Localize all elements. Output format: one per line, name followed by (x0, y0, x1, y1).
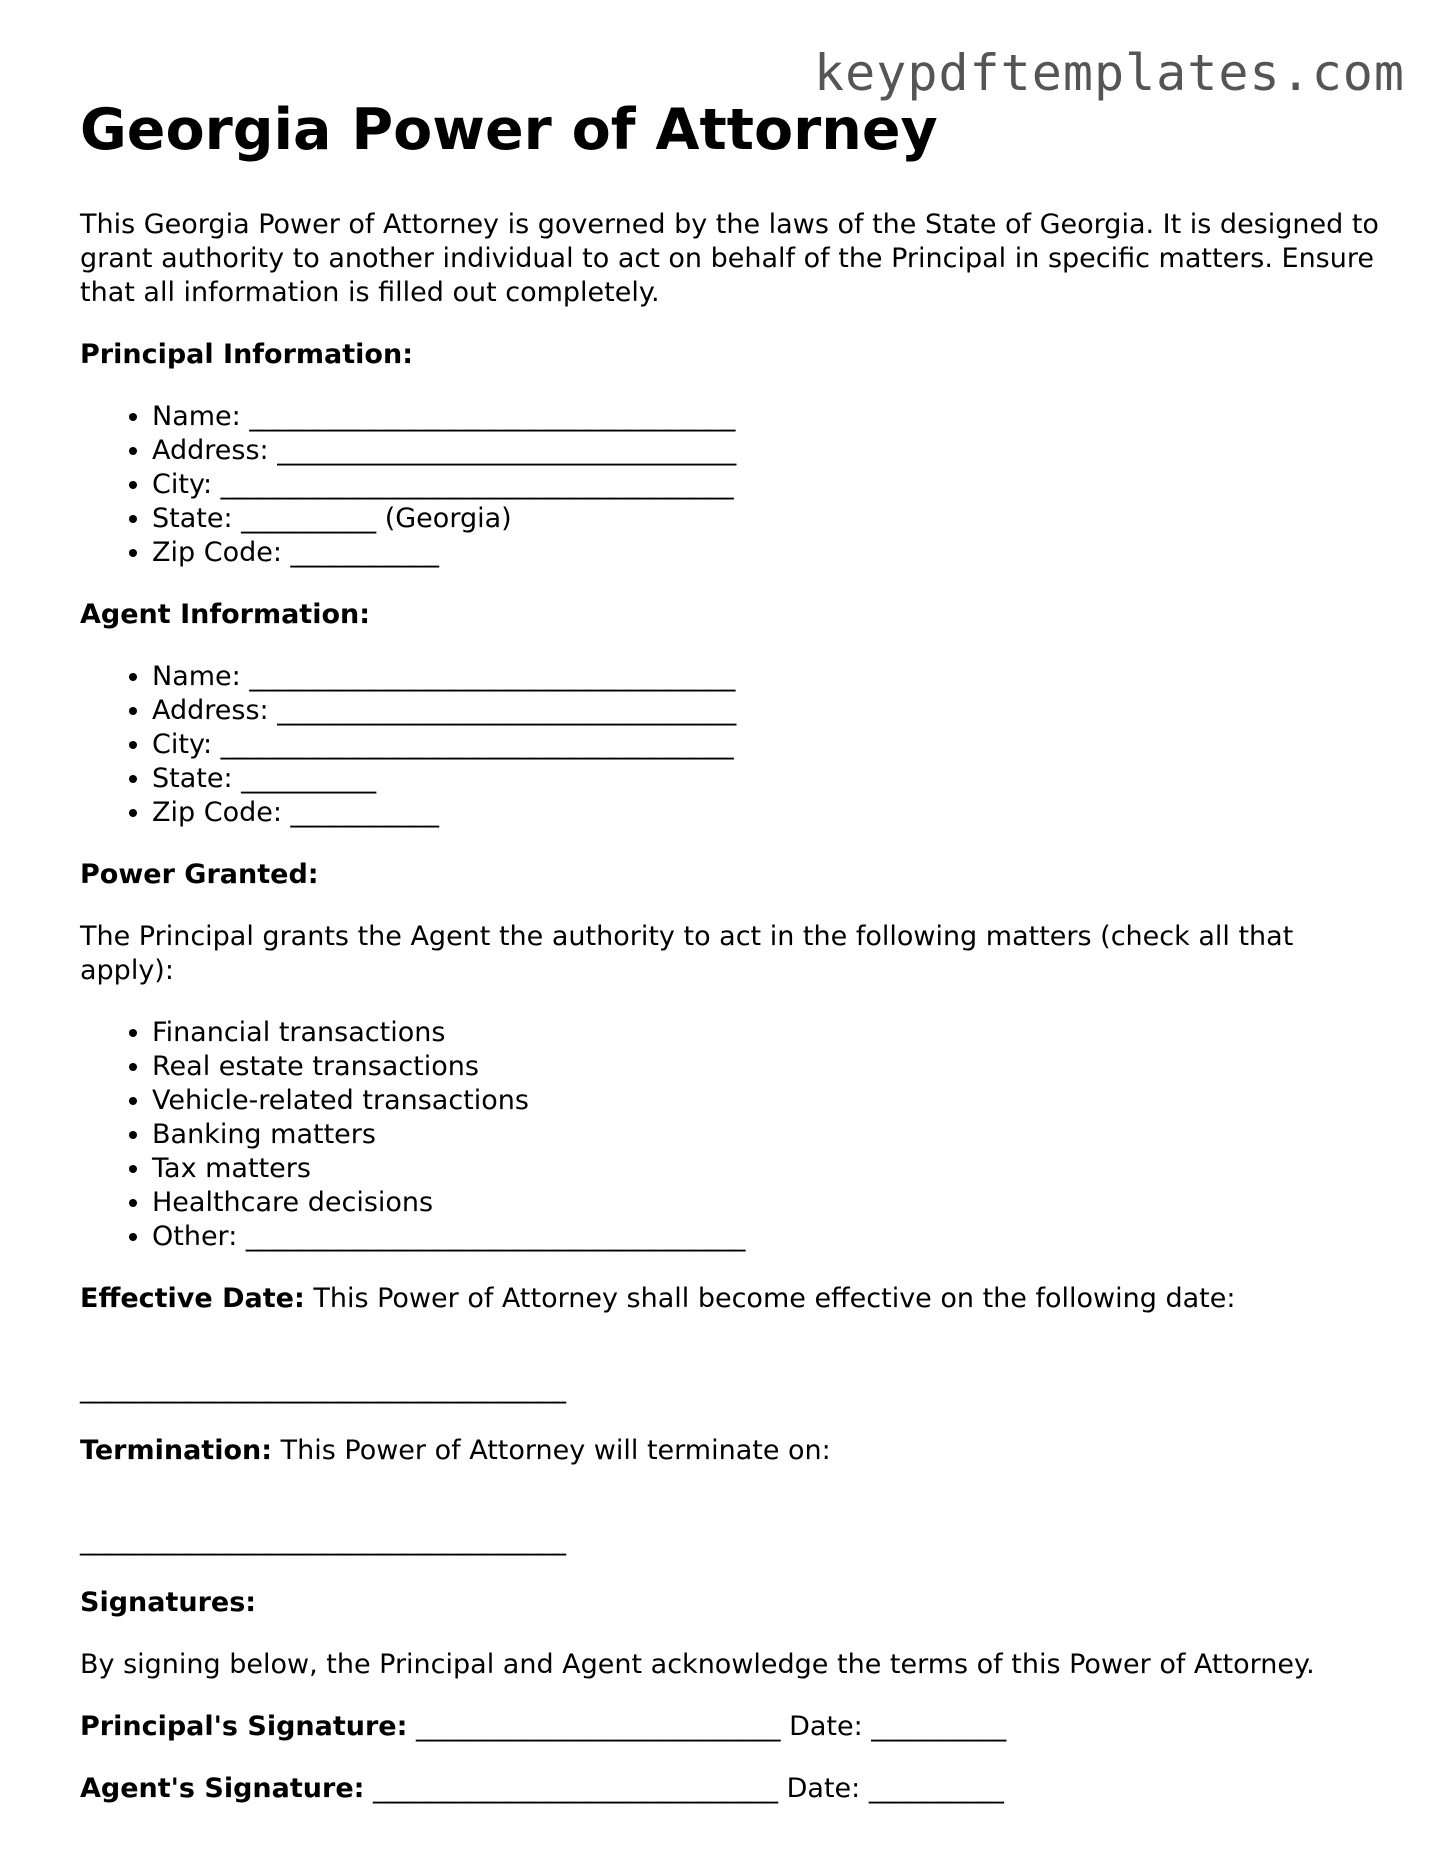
document-page (80, 96, 1380, 1834)
power-item-banking: • Banking matters (152, 1118, 1380, 1152)
agent-address-field[interactable]: • Address: __________________________________ (152, 694, 1380, 728)
power-items (80, 1016, 1380, 1254)
termination-paragraph (80, 1434, 1380, 1468)
principal-address-field[interactable]: • Address: __________________________________ (152, 434, 1380, 468)
power-item-healthcare: • Healthcare decisions (152, 1186, 1380, 1220)
agent-signature-label: Agent's Signature: (80, 1773, 365, 1805)
principal-signature-label: Principal's Signature: (80, 1711, 408, 1743)
effective-date-paragraph (80, 1282, 1380, 1316)
document-title: Georgia Power of Attorney (80, 97, 938, 163)
principal-fields (80, 400, 1380, 570)
effective-date-text: This Power of Attorney shall become effective on the following date: (304, 1283, 1236, 1315)
agent-city-field[interactable]: • City: ______________________________________ (152, 728, 1380, 762)
power-text: The Principal grants the Agent the authority to act in the following matters (check all that apply): (80, 921, 1294, 987)
agent-signature-field[interactable]: ______________________________ Date: __________ (364, 1773, 1004, 1805)
agent-signature-row (80, 1772, 1380, 1806)
power-item-vehicle: • Vehicle-related transactions (152, 1084, 1380, 1118)
agent-zip-field[interactable]: • Zip Code: ___________ (152, 796, 1380, 830)
effective-date-label: Effective Date: (80, 1283, 305, 1315)
termination-date-field[interactable]: ____________________________________ (80, 1525, 566, 1557)
agent-name-field[interactable]: • Name: ____________________________________ (152, 660, 1380, 694)
signatures-heading: Signatures: (80, 1587, 257, 1619)
intro-paragraph: This Georgia Power of Attorney is governed by the laws of the State of Georgia. It is designed to grant authority to another individual to act on behalf of the Principal in specific matters. Ensure that all information is filled out completely. (80, 209, 1379, 309)
principal-signature-row (80, 1710, 1380, 1744)
principal-heading: Principal Information: (80, 339, 414, 371)
power-item-financial: • Financial transactions (152, 1016, 1380, 1050)
effective-date-field[interactable]: ____________________________________ (80, 1373, 566, 1405)
agent-state-field[interactable]: • State: __________ (152, 762, 1380, 796)
principal-city-field[interactable]: • City: ______________________________________ (152, 468, 1380, 502)
principal-signature-field[interactable]: ___________________________ Date: __________ (407, 1711, 1007, 1743)
principal-zip-field[interactable]: • Zip Code: ___________ (152, 536, 1380, 570)
principal-name-field[interactable]: • Name: ____________________________________ (152, 400, 1380, 434)
principal-state-field[interactable]: • State: __________ (Georgia) (152, 502, 1380, 536)
termination-label: Termination: (80, 1435, 273, 1467)
power-item-other[interactable]: • Other: _____________________________________ (152, 1220, 1380, 1254)
agent-heading: Agent Information: (80, 599, 371, 631)
termination-text: This Power of Attorney will terminate on: (272, 1435, 831, 1467)
agent-fields (80, 660, 1380, 830)
power-heading: Power Granted: (80, 859, 319, 891)
watermark: keypdftemplates.com (814, 44, 1405, 102)
power-item-tax: • Tax matters (152, 1152, 1380, 1186)
power-item-real-estate: • Real estate transactions (152, 1050, 1380, 1084)
signatures-text: By signing below, the Principal and Agent acknowledge the terms of this Power of Attorney. (80, 1649, 1315, 1681)
